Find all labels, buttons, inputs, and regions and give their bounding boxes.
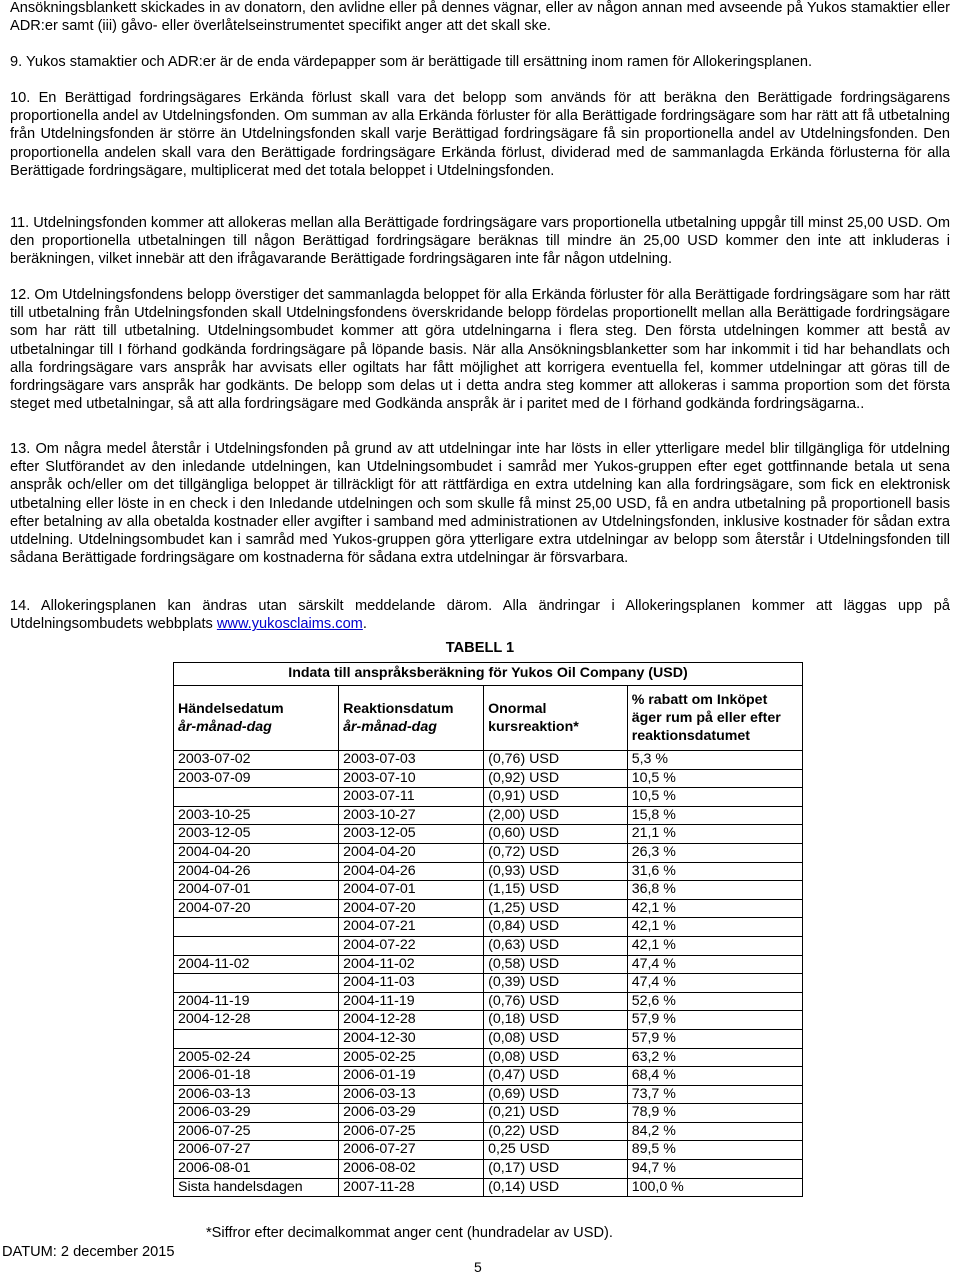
- table-row: [174, 899, 803, 918]
- cell-discount: 94,7 %: [627, 1160, 802, 1179]
- cell-discount: 10,5 %: [627, 769, 802, 788]
- table-row: [174, 751, 803, 770]
- paragraph-13: 13. Om några medel återstår i Utdelningsfonden på grund av att utdelningar inte har lösts in eller ytterligare medel blir tillgängliga för utdelning efter Slutförandet av den inledande utdelningen, kan Utdelningsombudet i samråd mer Yukos-gruppen efter eget gottfinnande betala ut sena anspråk och/eller om det tillgängliga beloppet är tillräckligt för att rättfärdiga en extra utdelning kan alla fordringsägare, som fick en elektronisk utbetalning eller löste in en check i den Inledande utdelningen och som skulle få minst 25,00 USD, få en andra utbetalning på proportionell basis efter betalning av alla obetalda kostnader eller avgifter i samband med administrationen av Utdelningsfonden, inklusive kostnader för sådan extra utdelning. Utdelningsombudet kan i samråd med Yukos-gruppen göra ytterligare extra utdelningar av belopp som återstår i Utdelningsfonden till sådana Berättigade fordringsägare om kostnaderna för sådana extra utdelningar är försvarbara.: [10, 441, 950, 567]
- cell-reaction-date: 2004-04-26: [339, 862, 484, 881]
- cell-abnormal-reaction: (0,92) USD: [484, 769, 628, 788]
- cell-abnormal-reaction: (0,58) USD: [484, 955, 628, 974]
- paragraph-14-end: .: [362, 616, 367, 633]
- table-row: [174, 1029, 803, 1048]
- cell-abnormal-reaction: (0,63) USD: [484, 936, 628, 955]
- cell-abnormal-reaction: (0,93) USD: [484, 862, 628, 881]
- cell-abnormal-reaction: (0,84) USD: [484, 918, 628, 937]
- table-title: TABELL 1: [445, 640, 515, 656]
- table-row: [174, 843, 803, 862]
- cell-discount: 42,1 %: [627, 899, 802, 918]
- cell-reaction-date: 2004-11-19: [339, 992, 484, 1011]
- cell-discount: 68,4 %: [627, 1067, 802, 1086]
- table-row: [174, 862, 803, 881]
- cell-reaction-date: 2004-12-28: [339, 1011, 484, 1030]
- cell-reaction-date: 2004-04-20: [339, 843, 484, 862]
- cell-event-date: 2006-08-01: [174, 1160, 339, 1179]
- table-row: [174, 1141, 803, 1160]
- cell-abnormal-reaction: (0,17) USD: [484, 1160, 628, 1179]
- header-event-date: [174, 686, 339, 751]
- footnote: *Siffror efter decimalkommat anger cent (hundradelar av USD).: [206, 1225, 613, 1241]
- cell-abnormal-reaction: (0,76) USD: [484, 751, 628, 770]
- page-number: 5: [474, 1259, 482, 1275]
- cell-abnormal-reaction: (1,15) USD: [484, 881, 628, 900]
- cell-discount: 42,1 %: [627, 936, 802, 955]
- cell-discount: 57,9 %: [627, 1011, 802, 1030]
- cell-event-date: 2004-07-20: [174, 899, 339, 918]
- cell-abnormal-reaction: (0,60) USD: [484, 825, 628, 844]
- table-row: [174, 1104, 803, 1123]
- cell-event-date: 2004-11-19: [174, 992, 339, 1011]
- cell-abnormal-reaction: (2,00) USD: [484, 806, 628, 825]
- claims-table: [173, 662, 803, 1197]
- header-reaction-date-format: år-månad-dag: [343, 719, 437, 735]
- table-row: [174, 936, 803, 955]
- cell-abnormal-reaction: (0,08) USD: [484, 1048, 628, 1067]
- table-row: [174, 1160, 803, 1179]
- cell-reaction-date: 2003-07-10: [339, 769, 484, 788]
- cell-abnormal-reaction: 0,25 USD: [484, 1141, 628, 1160]
- table-row: [174, 1085, 803, 1104]
- cell-reaction-date: 2004-07-01: [339, 881, 484, 900]
- paragraph-intro: Ansökningsblankett skickades in av donatorn, den avlidne eller på dennes vägnar, eller av någon annan med avseende på Yukos stamaktier eller ADR:er samt (iii) gåvo- eller överlåtelseinstrumentet specifikt anger att det skall ske.: [10, 0, 950, 35]
- table-row: [174, 1122, 803, 1141]
- table-row: [174, 881, 803, 900]
- cell-abnormal-reaction: (0,76) USD: [484, 992, 628, 1011]
- cell-abnormal-reaction: (0,14) USD: [484, 1178, 628, 1197]
- cell-abnormal-reaction: (0,47) USD: [484, 1067, 628, 1086]
- cell-event-date: [174, 974, 339, 993]
- cell-discount: 5,3 %: [627, 751, 802, 770]
- cell-discount: 78,9 %: [627, 1104, 802, 1123]
- document-date: DATUM: 2 december 2015: [2, 1244, 175, 1260]
- cell-discount: 26,3 %: [627, 843, 802, 862]
- cell-event-date: 2004-07-01: [174, 881, 339, 900]
- cell-event-date: 2006-01-18: [174, 1067, 339, 1086]
- table-row: [174, 1178, 803, 1197]
- cell-reaction-date: 2004-07-22: [339, 936, 484, 955]
- header-discount: % rabatt om Inköpet äger rum på eller efter reaktionsdatumet: [627, 686, 802, 751]
- cell-discount: 47,4 %: [627, 974, 802, 993]
- cell-discount: 47,4 %: [627, 955, 802, 974]
- cell-discount: 73,7 %: [627, 1085, 802, 1104]
- cell-event-date: [174, 788, 339, 807]
- cell-event-date: [174, 918, 339, 937]
- paragraph-10: 10. En Berättigad fordringsägares Erkända förlust skall vara det belopp som används för att beräkna den Berättigade fordringsägarens proportionella andel av Utdelningsfonden. Om summan av alla Erkända förluster för alla Berättigade fordringsägare som har rätt att få utbetalning från Utdelningsfonden är större än Utdelningsfonden skall varje Berättigad fordringsägare få sin proportionella andel av Utdelningsfonden. Den proportionella andelen skall vara den Berättigade fordringsägare Erkända förlust, dividerad med de sammanlagda Erkända förlusterna för alla Berättigade fordringsägare, multiplicerat med det totala beloppet i Utdelningsfonden.: [10, 90, 950, 179]
- paragraph-14: [10, 597, 950, 633]
- paragraph-11: 11. Utdelningsfonden kommer att allokeras mellan alla Berättigade fordringsägare vars proportionella utbetalning uppgår till minst 25,00 USD. Om den proportionella utbetalningen till någon Berättigad fordringsägare beräknas till mindre än 25,00 USD kommer den inte att inkluderas i beräkningen, vilket innebär att den ifrågavarande Berättigade fordringsägaren inte får någon utdelning.: [10, 215, 950, 268]
- cell-event-date: 2003-10-25: [174, 806, 339, 825]
- header-event-date-label: Händelsedatum: [178, 701, 284, 717]
- cell-abnormal-reaction: (0,39) USD: [484, 974, 628, 993]
- header-abnormal-reaction: Onormal kursreaktion*: [484, 686, 628, 751]
- table-row: [174, 806, 803, 825]
- table-caption: Indata till anspråksberäkning för Yukos Oil Company (USD): [174, 663, 803, 686]
- cell-discount: 31,6 %: [627, 862, 802, 881]
- cell-reaction-date: 2006-08-02: [339, 1160, 484, 1179]
- cell-abnormal-reaction: (0,22) USD: [484, 1122, 628, 1141]
- yukosclaims-link[interactable]: www.yukosclaims.com: [216, 616, 363, 633]
- cell-event-date: Sista handelsdagen: [174, 1178, 339, 1197]
- cell-discount: 15,8 %: [627, 806, 802, 825]
- table-row: [174, 1067, 803, 1086]
- cell-event-date: 2004-04-20: [174, 843, 339, 862]
- cell-event-date: 2003-07-09: [174, 769, 339, 788]
- cell-reaction-date: 2006-01-19: [339, 1067, 484, 1086]
- table-row: [174, 769, 803, 788]
- cell-discount: 63,2 %: [627, 1048, 802, 1067]
- cell-reaction-date: 2003-07-03: [339, 751, 484, 770]
- cell-event-date: 2006-03-13: [174, 1085, 339, 1104]
- cell-discount: 10,5 %: [627, 788, 802, 807]
- cell-event-date: [174, 1029, 339, 1048]
- cell-event-date: 2004-04-26: [174, 862, 339, 881]
- paragraph-12: 12. Om Utdelningsfondens belopp överstiger det sammanlagda beloppet för alla Erkända förluster för alla Berättigade fordringsägare som har rätt till utbetalning från Utdelningsfonden skall Utdelningsfondens överskridande belopp fördelas proportionellt mellan alla Berättigade fordringsägare som har rätt till utbetalning. Utdelningsombudet kommer att göra utdelningarna i flera steg. Den första utdelningen kommer att bestå av utbetalningar till I förhand godkända fordringsägare på löpande basis. När alla Ansökningsblanketter som har inkommit i tid har behandlats och alla fordringsägare vars anspråk har avvisats eller ogiltats har fått möjlighet att korrigera eventuella fel, kommer utdelningar att göras till de fordringsägare vars anspråk har godkänts. De belopp som delas ut i detta andra steg kommer att allokeras i samma proportion som det första steget med utbetalningar, så att alla fordringsägare med Godkända anspråk är i paritet med de I förhand godkända fordringsägarna..: [10, 287, 950, 413]
- cell-discount: 100,0 %: [627, 1178, 802, 1197]
- table-row: [174, 1048, 803, 1067]
- cell-reaction-date: 2006-07-27: [339, 1141, 484, 1160]
- table-row: [174, 825, 803, 844]
- cell-reaction-date: 2004-07-21: [339, 918, 484, 937]
- table-row: [174, 955, 803, 974]
- cell-abnormal-reaction: (0,18) USD: [484, 1011, 628, 1030]
- cell-reaction-date: 2004-11-03: [339, 974, 484, 993]
- cell-event-date: 2006-07-25: [174, 1122, 339, 1141]
- header-event-date-format: år-månad-dag: [178, 719, 272, 735]
- cell-abnormal-reaction: (0,72) USD: [484, 843, 628, 862]
- cell-reaction-date: 2004-07-20: [339, 899, 484, 918]
- cell-reaction-date: 2003-10-27: [339, 806, 484, 825]
- cell-abnormal-reaction: (0,91) USD: [484, 788, 628, 807]
- table-row: [174, 992, 803, 1011]
- table-row: [174, 788, 803, 807]
- cell-discount: 89,5 %: [627, 1141, 802, 1160]
- cell-reaction-date: 2006-03-29: [339, 1104, 484, 1123]
- cell-discount: 36,8 %: [627, 881, 802, 900]
- cell-reaction-date: 2006-03-13: [339, 1085, 484, 1104]
- cell-abnormal-reaction: (0,69) USD: [484, 1085, 628, 1104]
- cell-reaction-date: 2004-11-02: [339, 955, 484, 974]
- cell-event-date: 2006-07-27: [174, 1141, 339, 1160]
- cell-abnormal-reaction: (0,08) USD: [484, 1029, 628, 1048]
- table-body: [174, 751, 803, 1197]
- cell-event-date: 2004-11-02: [174, 955, 339, 974]
- header-reaction-date: [339, 686, 484, 751]
- cell-event-date: 2004-12-28: [174, 1011, 339, 1030]
- cell-reaction-date: 2003-07-11: [339, 788, 484, 807]
- cell-reaction-date: 2007-11-28: [339, 1178, 484, 1197]
- cell-reaction-date: 2005-02-25: [339, 1048, 484, 1067]
- cell-abnormal-reaction: (0,21) USD: [484, 1104, 628, 1123]
- header-reaction-date-label: Reaktionsdatum: [343, 701, 454, 717]
- paragraph-14-text: 14. Allokeringsplanen kan ändras utan särskilt meddelande därom. Alla ändringar i Allokeringsplanen kommer att läggas upp på Utdelningsombudets webbplats: [10, 598, 950, 633]
- paragraph-9: 9. Yukos stamaktier och ADR:er är de enda värdepapper som är berättigade till ersättning inom ramen för Allokeringsplanen.: [10, 54, 813, 70]
- table-header-row: [174, 686, 803, 751]
- table-row: [174, 918, 803, 937]
- cell-event-date: 2003-07-02: [174, 751, 339, 770]
- cell-event-date: 2006-03-29: [174, 1104, 339, 1123]
- cell-discount: 57,9 %: [627, 1029, 802, 1048]
- cell-event-date: 2005-02-24: [174, 1048, 339, 1067]
- cell-reaction-date: 2003-12-05: [339, 825, 484, 844]
- table-row: [174, 1011, 803, 1030]
- cell-event-date: 2003-12-05: [174, 825, 339, 844]
- cell-reaction-date: 2004-12-30: [339, 1029, 484, 1048]
- cell-discount: 21,1 %: [627, 825, 802, 844]
- cell-abnormal-reaction: (1,25) USD: [484, 899, 628, 918]
- cell-discount: 52,6 %: [627, 992, 802, 1011]
- cell-reaction-date: 2006-07-25: [339, 1122, 484, 1141]
- cell-discount: 42,1 %: [627, 918, 802, 937]
- cell-discount: 84,2 %: [627, 1122, 802, 1141]
- cell-event-date: [174, 936, 339, 955]
- table-row: [174, 974, 803, 993]
